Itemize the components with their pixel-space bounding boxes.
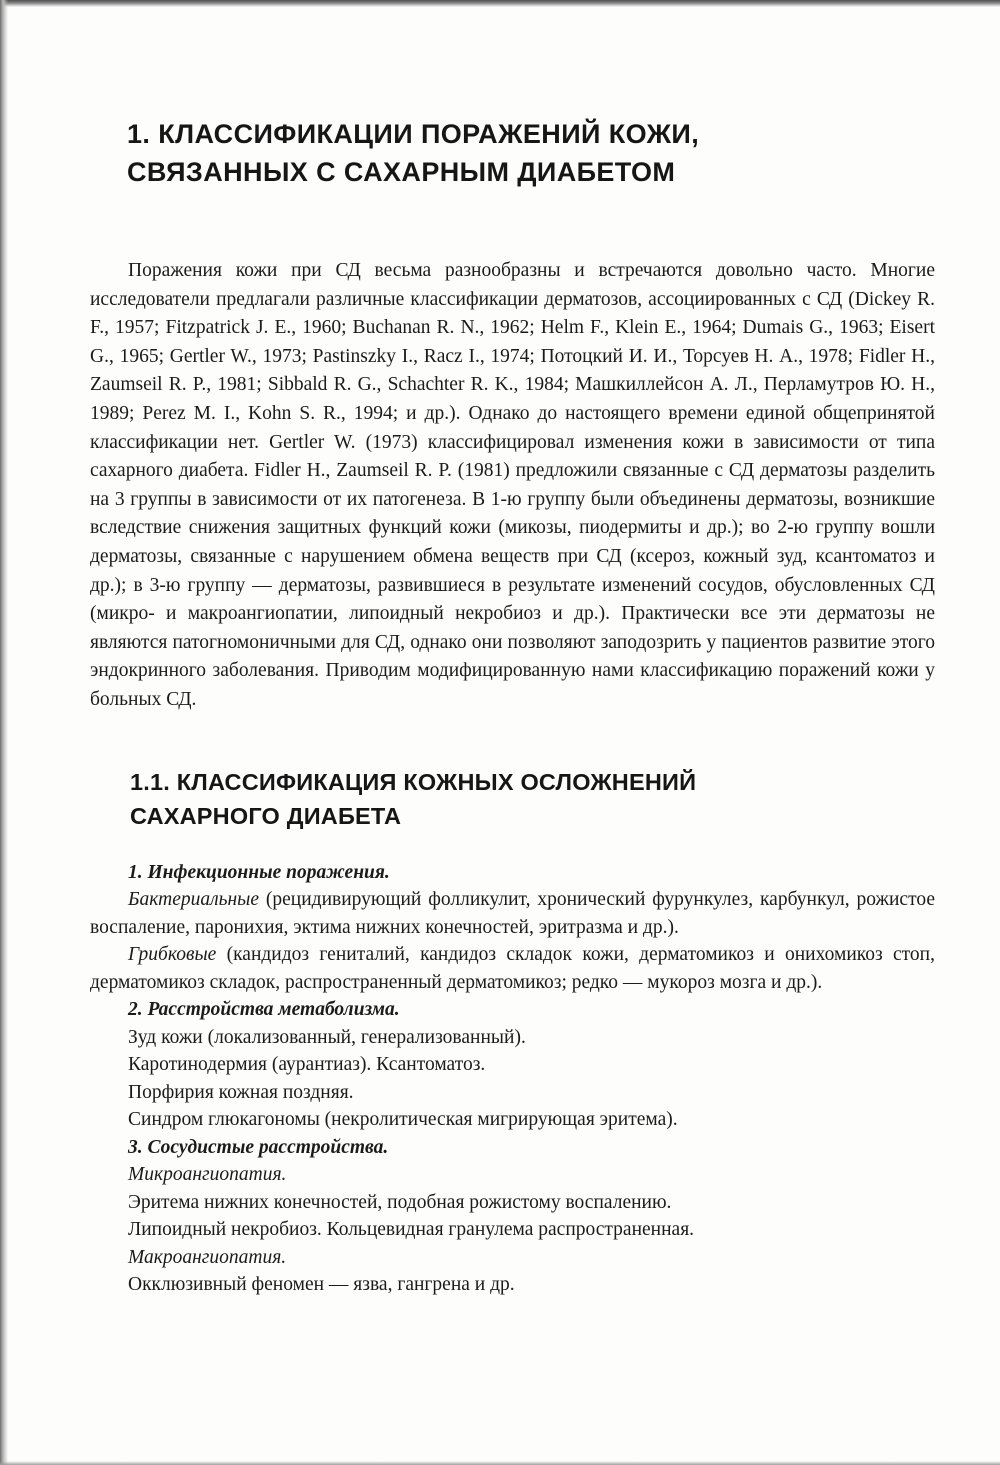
chapter-title xyxy=(127,115,935,191)
chapter-title-line2: СВЯЗАННЫХ С САХАРНЫМ ДИАБЕТОМ xyxy=(127,157,676,187)
section-title xyxy=(130,765,935,833)
classification-list xyxy=(90,859,935,1299)
bacterial-paragraph xyxy=(90,886,935,941)
microangiopathy-label: Микроангиопатия. xyxy=(128,1164,287,1185)
infectious-heading: 1. Инфекционные поражения. xyxy=(128,861,390,883)
metabolism-heading: 2. Расстройства метаболизма. xyxy=(128,999,400,1020)
page-content xyxy=(0,115,1000,1299)
bacterial-text: (рецидивирующий фолликулит, хронический фурункулез, карбункул, рожистое воспаление, паронихия, эктима нижних конечностей, эритразма и др.). xyxy=(90,889,935,938)
list-item-carotinodermia: Каротинодермия (аурантиаз). Ксантоматоз. xyxy=(128,1054,486,1075)
macroangiopathy-label: Макроангиопатия. xyxy=(128,1246,287,1268)
intro-paragraph: Поражения кожи при СД весьма разнообразны и встречаются довольно часто. Многие исследователи предлагали различные классификации дерматозов, ассоциированных с СД (Dickey R. F., 1957; Fitzpatrick J. E., 1960; Buchanan R. N., 1962; Helm F., Klein E., 1964; Dumais G., 1963; Eisert G., 1965; Gertler W., 1973; Pastinszky I., Racz I., 1974; Потоцкий И. И., Торсуев Н. А., 1978; Fidler H., Zaumseil R. P., 1981; Sibbald R. G., Schachter R. K., 1984; Машкиллейсон А. Л., Перламутров Ю. Н., 1989; Perez M. I., Kohn S. R., 1994; и др.). Однако до настоящего времени единой общепринятой классификации нет. Gertler W. (1973) классифицировал изменения кожи в зависимости от типа сахарного диабета. Fidler H., Zaumseil R. P. (1981) предложили связанные с СД дерматозы разделить на 3 группы в зависимости от их патогенеза. В 1-ю группу были объединены дерматозы, возникшие вследствие снижения защитных функций кожи (микозы, пиодермиты и др.); во 2-ю группу вошли дерматозы, связанные с нарушением обмена веществ при СД (ксероз, кожный зуд, ксантоматоз и др.); в 3-ю группу — дерматозы, развившиеся в результате изменений сосудов, обусловленных СД (микро- и макроангиопатии, липоидный некробиоз и др.). Практически все эти дерматозы не являются патогномоничными для СД, однако они позволяют заподозрить у пациентов развитие этого эндокринного заболевания. Приводим модифицированную нами классификацию поражений кожи у больных СД. xyxy=(90,260,935,710)
bacterial-term: Бактериальные xyxy=(128,889,260,910)
fungal-text: (кандидоз гениталий, кандидоз складок кожи, дерматомикоз и онихомикоз стоп, дерматомикоз складок, распространенный дерматомикоз; редко — мукороз мозга и др.). xyxy=(90,944,935,993)
fungal-term: Грибковые xyxy=(128,944,217,965)
list-item-erythema: Эритема нижних конечностей, подобная рожистому воспалению. xyxy=(128,1191,672,1213)
section-title-line1: 1.1. КЛАССИФИКАЦИЯ КОЖНЫХ ОСЛОЖНЕНИЙ xyxy=(130,768,697,795)
chapter-title-line1: 1. КЛАССИФИКАЦИИ ПОРАЖЕНИЙ КОЖИ, xyxy=(127,119,700,149)
list-item-glucagonoma: Синдром глюкагономы (некролитическая мигрирующая эритема). xyxy=(128,1109,678,1130)
fungal-paragraph xyxy=(90,941,935,996)
list-item-necrobiosis: Липоидный некробиоз. Кольцевидная гранулема распространенная. xyxy=(128,1219,695,1240)
list-item-porphyria: Порфирия кожная поздняя. xyxy=(128,1081,354,1103)
list-item-pruritus: Зуд кожи (локализованный, генерализованный). xyxy=(128,1026,526,1048)
scan-edge-top xyxy=(0,0,1000,7)
scan-edge-bottom xyxy=(0,1461,1000,1465)
section-title-line2: САХАРНОГО ДИАБЕТА xyxy=(130,802,402,829)
list-item-occlusive: Окклюзивный феномен — язва, гангрена и др. xyxy=(128,1274,515,1295)
vascular-heading: 3. Сосудистые расстройства. xyxy=(128,1136,389,1158)
